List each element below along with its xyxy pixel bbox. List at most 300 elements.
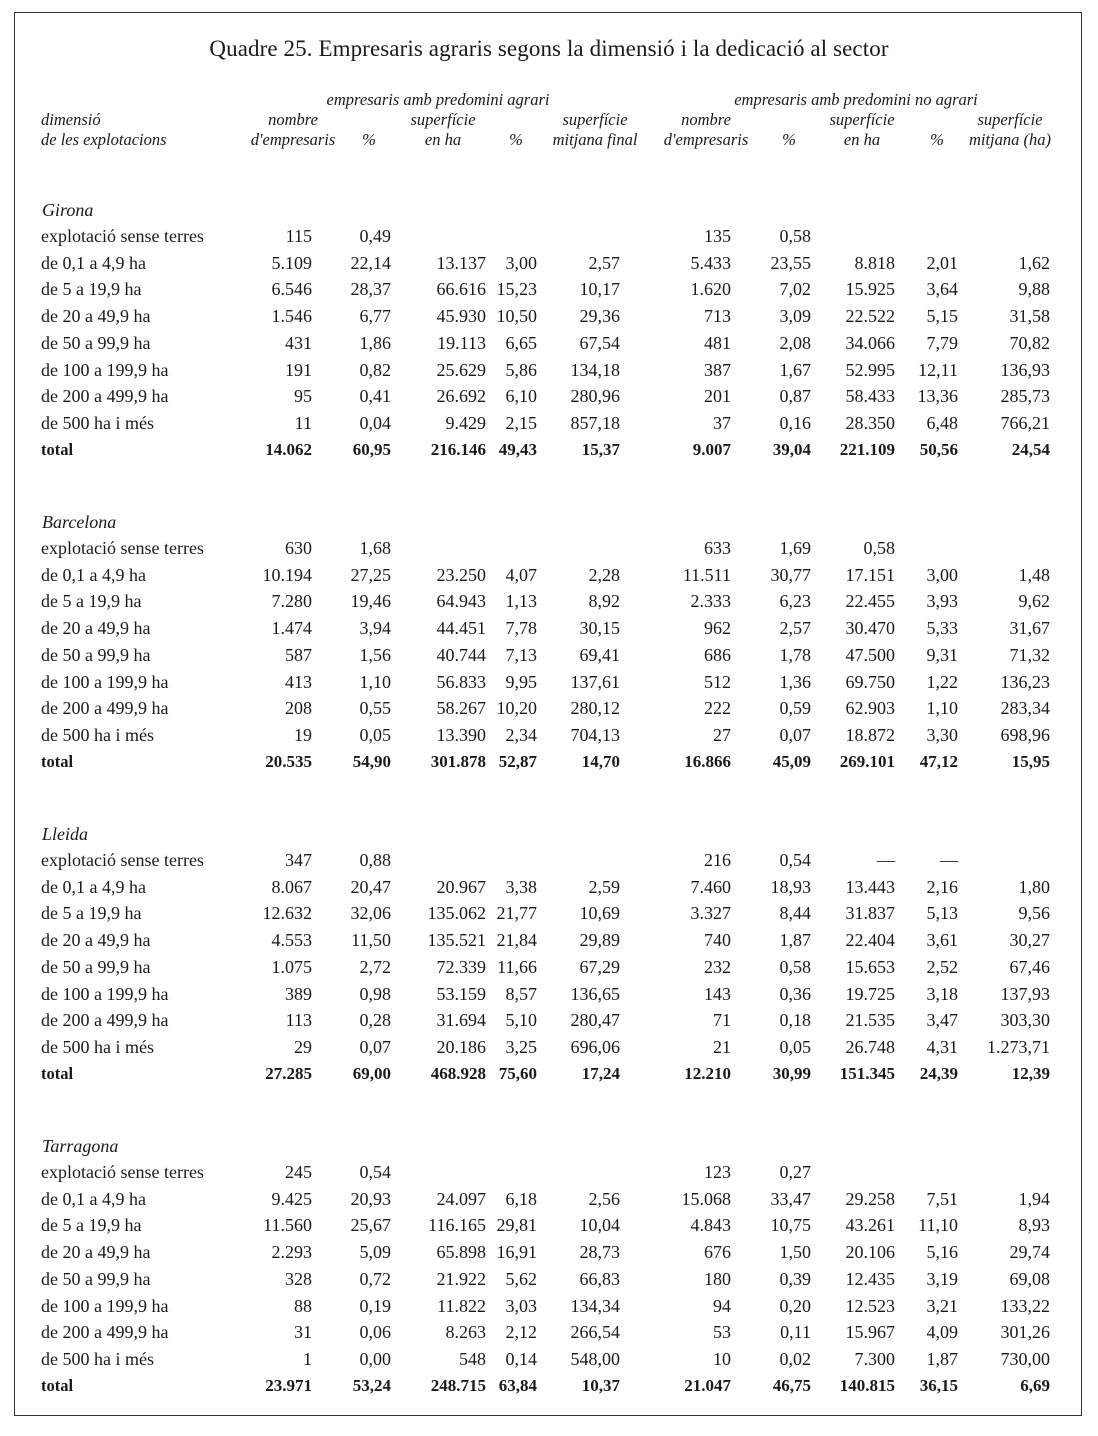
cell-col-10: 8,93 [1018, 1215, 1050, 1236]
cell-col-9: 13,36 [917, 386, 958, 407]
cell-col-2: 6,77 [359, 306, 391, 327]
cell-col-9: 4,09 [926, 1322, 958, 1343]
row-label: de 20 a 49,9 ha [41, 1242, 151, 1263]
cell-col-10: 71,32 [1009, 644, 1050, 665]
cell-col-9: 5,16 [926, 1242, 958, 1263]
cell-col-3: 25.629 [436, 359, 486, 380]
cell-col-2: 2,72 [359, 956, 391, 977]
table-row [0, 386, 1098, 413]
cell-col-5: 69,41 [579, 644, 620, 665]
cell-col-4: 2,34 [505, 724, 537, 745]
cell-col-3: 216.146 [430, 439, 486, 459]
cell-col-3: 20.967 [436, 876, 486, 897]
cell-col-9: 2,52 [926, 956, 958, 977]
row-label-header-line2: de les explotacions [41, 130, 167, 149]
cell-col-2: 0,88 [359, 850, 391, 870]
cell-col-4: 6,18 [505, 1188, 537, 1209]
cell-col-7: 0,05 [779, 1036, 811, 1057]
table-row [0, 306, 1098, 333]
cell-col-9: 5,15 [926, 306, 958, 327]
row-label: de 50 a 99,9 ha [41, 1268, 151, 1289]
cell-col-10: 6,69 [1020, 1375, 1050, 1395]
cell-col-3: 301.878 [430, 751, 486, 771]
table-row [0, 565, 1098, 592]
cell-col-3: 548 [459, 1348, 486, 1369]
cell-col-7: 1,50 [779, 1242, 811, 1263]
cell-col-2: 69,00 [352, 1063, 391, 1083]
cell-col-6: 5.433 [690, 252, 731, 273]
cell-col-1: 328 [285, 1268, 312, 1289]
cell-col-1: 23.971 [265, 1375, 312, 1395]
cell-col-6: 27 [713, 724, 731, 745]
cell-col-5: 137,61 [570, 671, 620, 692]
cell-col-8: 13.443 [845, 876, 895, 897]
cell-col-6: 123 [704, 1162, 731, 1182]
cell-col-9: 2,16 [926, 876, 958, 897]
column-header-9-line2: % [930, 130, 944, 149]
cell-col-9: 1,87 [926, 1348, 958, 1369]
cell-col-2: 19,46 [350, 591, 391, 612]
column-header-2-line2: % [362, 130, 376, 149]
cell-col-4: 8,57 [505, 983, 537, 1004]
cell-col-9: 5,13 [926, 903, 958, 924]
group-header-agrari: empresaris amb predomini agrari [326, 90, 550, 109]
table-row [0, 645, 1098, 672]
table-row [0, 903, 1098, 930]
table-row [0, 1010, 1098, 1037]
cell-col-2: 0,41 [359, 386, 391, 407]
column-header-3-line2: en ha [424, 130, 462, 149]
cell-col-2: 53,24 [352, 1375, 391, 1395]
cell-col-7: 1,87 [779, 930, 811, 951]
cell-col-3: 56.833 [436, 671, 486, 692]
cell-col-6: 9.007 [692, 439, 731, 459]
cell-col-6: 740 [704, 930, 731, 951]
cell-col-8: 12.435 [845, 1268, 895, 1289]
cell-col-4: 7,13 [505, 644, 537, 665]
cell-col-4: 5,62 [505, 1268, 537, 1289]
cell-col-6: 135 [704, 226, 731, 246]
cell-col-10: 31,67 [1009, 618, 1050, 639]
cell-col-5: 10,04 [579, 1215, 620, 1236]
cell-col-9: 3,18 [926, 983, 958, 1004]
group-title: Tarragona [42, 1136, 119, 1156]
cell-col-8: 20.106 [845, 1242, 895, 1263]
row-label: de 100 a 199,9 ha [41, 671, 169, 692]
cell-col-8: 221.109 [839, 439, 895, 459]
cell-col-1: 8.067 [271, 876, 312, 897]
cell-col-8: 34.066 [845, 332, 895, 353]
cell-col-9: 3,93 [926, 591, 958, 612]
cell-col-8: 7.300 [854, 1348, 895, 1369]
table-row [0, 672, 1098, 699]
cell-col-2: 0,54 [359, 1162, 391, 1182]
cell-col-9: 3,64 [926, 279, 958, 300]
cell-col-9: 11,10 [918, 1215, 958, 1236]
cell-col-7: 30,99 [772, 1063, 811, 1083]
cell-col-10: 1,62 [1018, 252, 1050, 273]
cell-col-3: 248.715 [430, 1375, 486, 1395]
cell-col-2: 27,25 [350, 564, 391, 585]
table-row [0, 1322, 1098, 1349]
row-label: de 0,1 a 4,9 ha [41, 876, 146, 897]
cell-col-8: 0,58 [863, 538, 895, 558]
cell-col-1: 1.546 [271, 306, 312, 327]
row-label: de 20 a 49,9 ha [41, 930, 151, 951]
cell-col-3: 21.922 [436, 1268, 486, 1289]
cell-col-1: 95 [294, 386, 312, 407]
total-row [0, 440, 1098, 467]
total-label: total [41, 751, 74, 771]
cell-col-6: 4.843 [690, 1215, 731, 1236]
cell-col-3: 23.250 [436, 564, 486, 585]
cell-col-7: 0,39 [779, 1268, 811, 1289]
cell-col-6: 10 [713, 1348, 731, 1369]
cell-col-1: 191 [285, 359, 312, 380]
table-row [0, 591, 1098, 618]
cell-col-5: 704,13 [570, 724, 620, 745]
cell-col-7: 8,44 [779, 903, 811, 924]
cell-col-4: 15,23 [496, 279, 537, 300]
cell-col-6: 676 [704, 1242, 731, 1263]
cell-col-4: 5,10 [505, 1010, 537, 1031]
cell-col-9: 3,00 [926, 564, 958, 585]
cell-col-6: 180 [704, 1268, 731, 1289]
cell-col-5: 8,92 [588, 591, 620, 612]
cell-col-2: 0,07 [359, 1036, 391, 1057]
cell-col-5: 280,96 [570, 386, 620, 407]
cell-col-7: 6,23 [779, 591, 811, 612]
cell-col-4: 2,12 [505, 1322, 537, 1343]
cell-col-8: 151.345 [839, 1063, 895, 1083]
cell-col-2: 11,50 [351, 930, 391, 951]
cell-col-10: 301,26 [1000, 1322, 1050, 1343]
cell-col-1: 31 [294, 1322, 312, 1343]
cell-col-8: 52.995 [845, 359, 895, 380]
cell-col-6: 387 [704, 359, 731, 380]
cell-col-8: 69.750 [845, 671, 895, 692]
cell-col-2: 32,06 [350, 903, 391, 924]
cell-col-9: 4,31 [926, 1036, 958, 1057]
cell-col-2: 28,37 [350, 279, 391, 300]
cell-col-10: 9,88 [1018, 279, 1050, 300]
cell-col-7: 30,77 [770, 564, 811, 585]
cell-col-5: 2,56 [588, 1188, 620, 1209]
cell-col-6: 37 [713, 412, 731, 433]
table-row [0, 850, 1098, 877]
column-header-1-line2: d'empresaris [250, 130, 336, 149]
cell-col-9: 7,79 [926, 332, 958, 353]
cell-col-10: 30,27 [1009, 930, 1050, 951]
row-label: de 500 ha i més [41, 1036, 154, 1057]
table-row [0, 957, 1098, 984]
cell-col-8: 22.455 [845, 591, 895, 612]
table-row [0, 618, 1098, 645]
cell-col-8: 31.837 [845, 903, 895, 924]
cell-col-7: 0,18 [779, 1010, 811, 1031]
cell-col-6: 1.620 [690, 279, 731, 300]
table-row [0, 1349, 1098, 1376]
table-row [0, 413, 1098, 440]
cell-col-10: 766,21 [1000, 412, 1050, 433]
cell-col-1: 630 [285, 538, 312, 558]
cell-col-7: 1,78 [779, 644, 811, 665]
cell-col-8: 58.433 [845, 386, 895, 407]
cell-col-8: 47.500 [845, 644, 895, 665]
cell-col-1: 245 [285, 1162, 312, 1182]
cell-col-10: 283,34 [1000, 698, 1050, 719]
row-label: de 500 ha i més [41, 1348, 154, 1369]
table-row [0, 1037, 1098, 1064]
cell-col-5: 857,18 [570, 412, 620, 433]
table-row [0, 698, 1098, 725]
cell-col-4: 6,10 [505, 386, 537, 407]
cell-col-3: 468.928 [430, 1063, 486, 1083]
cell-col-7: 0,36 [779, 983, 811, 1004]
cell-col-6: 633 [704, 538, 731, 558]
group-header-no-agrari: empresaris amb predomini no agrari [734, 90, 978, 109]
cell-col-8: 269.101 [839, 751, 895, 771]
cell-col-8: 22.522 [845, 306, 895, 327]
cell-col-7: 2,08 [779, 332, 811, 353]
cell-col-9: 3,47 [926, 1010, 958, 1031]
cell-col-8: 17.151 [845, 564, 895, 585]
total-label: total [41, 439, 74, 459]
cell-col-2: 0,28 [359, 1010, 391, 1031]
cell-col-4: 49,43 [498, 439, 537, 459]
cell-col-8: 12.523 [845, 1295, 895, 1316]
cell-col-1: 7.280 [271, 591, 312, 612]
cell-col-4: 11,66 [497, 956, 537, 977]
table-row [0, 1189, 1098, 1216]
table-row [0, 538, 1098, 565]
cell-col-1: 431 [285, 332, 312, 353]
cell-col-8: 19.725 [845, 983, 895, 1004]
cell-col-6: 512 [704, 671, 731, 692]
row-label: de 500 ha i més [41, 724, 154, 745]
cell-col-2: 5,09 [359, 1242, 391, 1263]
row-label: de 50 a 99,9 ha [41, 332, 151, 353]
cell-col-7: 1,36 [779, 671, 811, 692]
cell-col-10: 15,95 [1011, 751, 1050, 771]
cell-col-9: 3,30 [926, 724, 958, 745]
cell-col-10: 12,39 [1011, 1063, 1050, 1083]
table-row [0, 1296, 1098, 1323]
cell-col-8: 22.404 [845, 930, 895, 951]
cell-col-10: 730,00 [1000, 1348, 1050, 1369]
cell-col-5: 15,37 [581, 439, 620, 459]
cell-col-1: 9.425 [271, 1188, 312, 1209]
cell-col-3: 65.898 [436, 1242, 486, 1263]
cell-col-6: 7.460 [690, 876, 731, 897]
cell-col-1: 14.062 [265, 439, 312, 459]
cell-col-6: 53 [713, 1322, 731, 1343]
cell-col-5: 134,34 [570, 1295, 620, 1316]
row-label: de 5 a 19,9 ha [41, 591, 142, 612]
cell-col-5: 14,70 [581, 751, 620, 771]
cell-col-3: 19.113 [437, 332, 486, 353]
cell-col-2: 1,86 [359, 332, 391, 353]
cell-col-9: 7,51 [926, 1188, 958, 1209]
cell-col-3: 13.137 [436, 252, 486, 273]
cell-col-2: 1,56 [359, 644, 391, 665]
cell-col-8: 29.258 [845, 1188, 895, 1209]
cell-col-6: 216 [704, 850, 731, 870]
cell-col-8: 18.872 [845, 724, 895, 745]
table-row [0, 1162, 1098, 1189]
cell-col-10: 1,94 [1018, 1188, 1050, 1209]
cell-col-8: 43.261 [845, 1215, 895, 1236]
cell-col-5: 280,47 [570, 1010, 620, 1031]
cell-col-1: 27.285 [265, 1063, 312, 1083]
cell-col-2: 0,55 [359, 698, 391, 719]
cell-col-1: 413 [285, 671, 312, 692]
cell-col-7: 7,02 [779, 279, 811, 300]
cell-col-5: 696,06 [570, 1036, 620, 1057]
cell-col-4: 3,25 [505, 1036, 537, 1057]
column-header-5-line2: mitjana final [552, 130, 638, 149]
cell-col-4: 75,60 [498, 1063, 537, 1083]
row-label: de 200 a 499,9 ha [41, 1010, 169, 1031]
total-label: total [41, 1063, 74, 1083]
cell-col-10: 1,80 [1018, 876, 1050, 897]
cell-col-6: 713 [704, 306, 731, 327]
cell-col-10: 136,23 [1000, 671, 1050, 692]
cell-col-3: 20.186 [436, 1036, 486, 1057]
cell-col-6: 143 [704, 983, 731, 1004]
row-label: de 100 a 199,9 ha [41, 1295, 169, 1316]
cell-col-9: 50,56 [919, 439, 958, 459]
cell-col-7: 45,09 [772, 751, 811, 771]
cell-col-2: 25,67 [350, 1215, 391, 1236]
column-header-3-line1: superfície [410, 110, 476, 129]
cell-col-10: 70,82 [1009, 332, 1050, 353]
cell-col-1: 10.194 [262, 564, 312, 585]
cell-col-4: 10,50 [496, 306, 537, 327]
cell-col-5: 67,29 [579, 956, 620, 977]
row-label: de 100 a 199,9 ha [41, 359, 169, 380]
cell-col-2: 0,00 [359, 1348, 391, 1369]
cell-col-2: 0,04 [359, 412, 391, 433]
cell-col-8: — [877, 850, 895, 870]
cell-col-9: 5,33 [926, 618, 958, 639]
cell-col-5: 10,69 [579, 903, 620, 924]
cell-col-7: 1,69 [779, 538, 811, 558]
cell-col-4: 5,86 [505, 359, 537, 380]
cell-col-6: 232 [704, 956, 731, 977]
page-title: Quadre 25. Empresaris agraris segons la dimensió i la dedicació al sector [209, 36, 889, 61]
cell-col-1: 587 [285, 644, 312, 665]
cell-col-1: 1.075 [271, 956, 312, 977]
row-label: de 20 a 49,9 ha [41, 306, 151, 327]
cell-col-4: 9,95 [505, 671, 537, 692]
cell-col-6: 71 [713, 1010, 731, 1031]
table-row [0, 1269, 1098, 1296]
cell-col-6: 481 [704, 332, 731, 353]
column-header-6-line1: nombre [681, 110, 731, 129]
cell-col-4: 3,03 [505, 1295, 537, 1316]
group-title: Lleida [42, 824, 89, 844]
cell-col-7: 0,58 [779, 226, 811, 246]
cell-col-7: 33,47 [770, 1188, 811, 1209]
cell-col-7: 18,93 [770, 876, 811, 897]
cell-col-5: 2,59 [588, 876, 620, 897]
cell-col-3: 9.429 [445, 412, 486, 433]
row-label: de 500 ha i més [41, 412, 154, 433]
cell-col-9: 1,22 [926, 671, 958, 692]
cell-col-1: 4.553 [271, 930, 312, 951]
cell-col-9: — [940, 850, 958, 870]
cell-col-8: 140.815 [839, 1375, 895, 1395]
cell-col-2: 0,05 [359, 724, 391, 745]
cell-col-7: 2,57 [779, 618, 811, 639]
cell-col-10: 1,48 [1018, 564, 1050, 585]
cell-col-6: 3.327 [690, 903, 731, 924]
cell-col-4: 3,00 [505, 252, 537, 273]
total-label: total [41, 1375, 74, 1395]
cell-col-8: 30.470 [845, 618, 895, 639]
cell-col-1: 19 [294, 724, 312, 745]
cell-col-2: 20,47 [350, 876, 391, 897]
row-label: de 50 a 99,9 ha [41, 956, 151, 977]
cell-col-2: 20,93 [350, 1188, 391, 1209]
cell-col-7: 0,27 [779, 1162, 811, 1182]
cell-col-9: 1,10 [926, 698, 958, 719]
cell-col-4: 2,15 [505, 412, 537, 433]
table-row [0, 877, 1098, 904]
column-header-10-line1: superfície [977, 110, 1043, 129]
column-header-1-line1: nombre [268, 110, 318, 129]
cell-col-7: 39,04 [772, 439, 811, 459]
cell-col-3: 24.097 [436, 1188, 486, 1209]
cell-col-9: 9,31 [926, 644, 958, 665]
cell-col-6: 962 [704, 618, 731, 639]
row-label: de 100 a 199,9 ha [41, 983, 169, 1004]
column-header-4-line2: % [509, 130, 523, 149]
cell-col-2: 0,49 [359, 226, 391, 246]
cell-col-6: 21 [713, 1036, 731, 1057]
cell-col-1: 29 [294, 1036, 312, 1057]
cell-col-10: 24,54 [1011, 439, 1050, 459]
row-label: de 0,1 a 4,9 ha [41, 564, 146, 585]
table-row [0, 333, 1098, 360]
cell-col-6: 15.068 [681, 1188, 731, 1209]
cell-col-5: 67,54 [579, 332, 620, 353]
cell-col-8: 62.903 [845, 698, 895, 719]
row-label: de 5 a 19,9 ha [41, 279, 142, 300]
cell-col-3: 26.692 [436, 386, 486, 407]
column-header-6-line2: d'empresaris [663, 130, 749, 149]
cell-col-8: 26.748 [845, 1036, 895, 1057]
cell-col-4: 63,84 [498, 1375, 537, 1395]
cell-col-10: 285,73 [1000, 386, 1050, 407]
cell-col-1: 11.560 [263, 1215, 312, 1236]
cell-col-10: 133,22 [1000, 1295, 1050, 1316]
cell-col-8: 15.925 [845, 279, 895, 300]
cell-col-4: 0,14 [505, 1348, 537, 1369]
row-label: de 5 a 19,9 ha [41, 903, 142, 924]
cell-col-10: 67,46 [1009, 956, 1050, 977]
cell-col-9: 36,15 [919, 1375, 958, 1395]
cell-col-2: 0,06 [359, 1322, 391, 1343]
cell-col-6: 11.511 [682, 564, 731, 585]
cell-col-1: 389 [285, 983, 312, 1004]
cell-col-1: 12.632 [262, 903, 312, 924]
cell-col-1: 11 [294, 412, 312, 433]
table-row [0, 1215, 1098, 1242]
cell-col-5: 280,12 [570, 698, 620, 719]
cell-col-5: 134,18 [570, 359, 620, 380]
